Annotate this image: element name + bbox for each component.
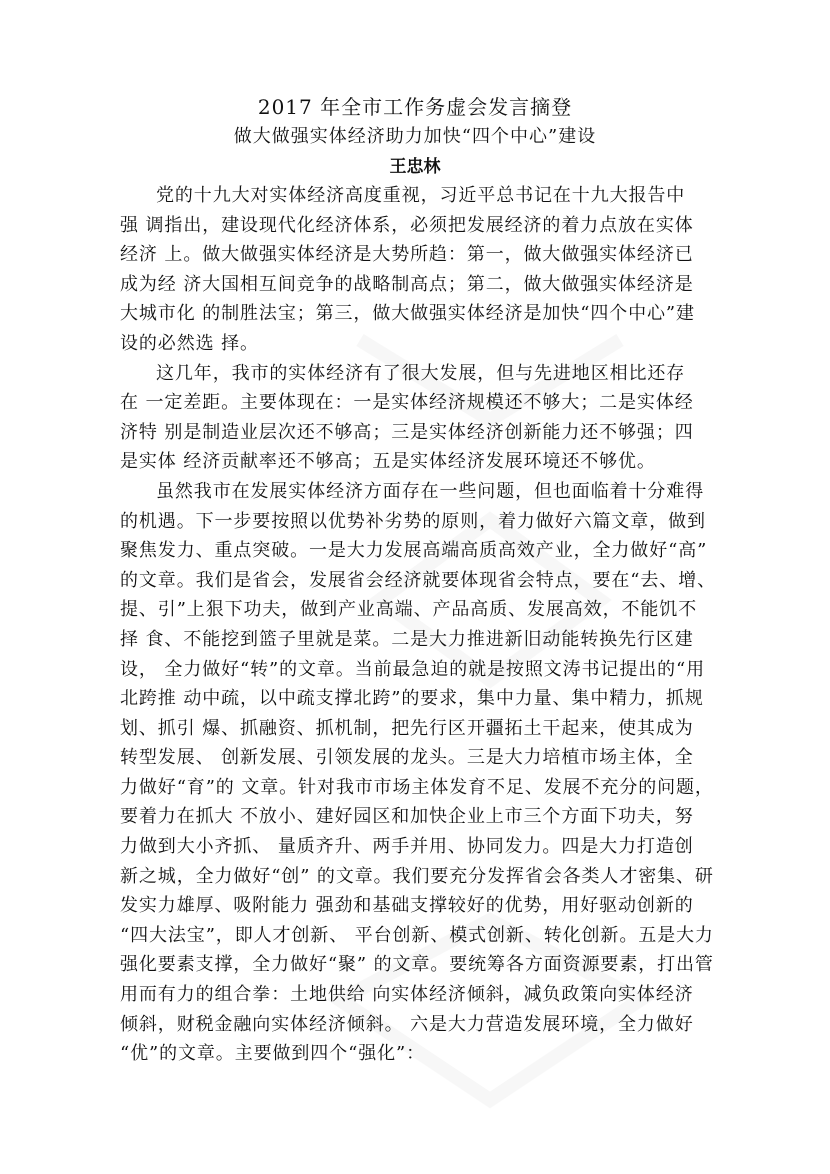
text-line: 大城市化 的制胜法宝；第三，做大做强实体经济是加快“四个中心”建 xyxy=(120,303,695,325)
text-line: 提、引”上狠下功夫，做到产业高端、产品高质、发展高效，不能饥不 xyxy=(120,599,698,621)
text-line: 党的十九大对实体经济高度重视，习近平总书记在十九大报告中 xyxy=(156,185,686,206)
text-line: 择 食、不能挖到篮子里就是菜。二是大力推进新旧动能转换先行区建 xyxy=(120,628,694,650)
text-line: 发实力雄厚、吸附能力 强劲和基础支撑较好的优势，用好驱动创新的 xyxy=(120,895,694,917)
document-author: 王忠林 xyxy=(389,157,441,177)
paragraph-3 xyxy=(120,477,740,1069)
document-title: 2017 年全市工作务虚会发言摘登 xyxy=(257,95,573,119)
text-line: 力做到大小齐抓、 量质齐升、两手并用、协同发力。四是大力打造创 xyxy=(120,836,694,858)
text-line: 划、抓引 爆、抓融资、抓机制，把先行区开疆拓土干起来，使其成为 xyxy=(120,717,694,739)
text-line: 成为经 济大国相互间竞争的战略制高点；第二，做大做强实体经济是 xyxy=(120,273,694,295)
text-line: 在 一定差距。主要体现在：一是实体经济规模还不够大；二是实体经 xyxy=(120,392,694,414)
text-line: “优”的文章。主要做到四个“强化”： xyxy=(120,1043,426,1065)
text-line: 设的必然选 择。 xyxy=(120,332,259,354)
text-line: “四大法宝”，即人才创新、 平台创新、模式创新、转化创新。五是大力 xyxy=(120,924,714,946)
document-header xyxy=(0,92,830,181)
text-line: 是实体 经济贡献率还不够高；五是实体经济发展环境还不够优。 xyxy=(120,451,656,473)
text-line: 用而有力的组合拳：土地供给 向实体经济倾斜，减负政策向实体经济 xyxy=(120,984,694,1006)
text-line: 强化要素支撑，全力做好“聚” 的文章。要统筹各方面资源要素，打出管 xyxy=(120,954,714,976)
text-line: 虽然我市在发展实体经济方面存在一些问题，但也面临着十分难得 xyxy=(156,480,705,502)
text-line: 的机遇。下一步要按照以优势补劣势的原则，着力做好六篇文章，做到 xyxy=(120,510,706,532)
text-line: 新之城，全力做好“创” 的文章。我们要充分发挥省会各类人才密集、研 xyxy=(120,865,714,887)
paragraph-2 xyxy=(120,359,740,477)
text-line: 力做好“育”的 文章。针对我市市场主体发育不足、发展不充分的问题， xyxy=(120,776,714,798)
paragraph-1 xyxy=(120,181,740,359)
text-line: 要着力在抓大 不放小、建好园区和加快企业上市三个方面下功夫，努 xyxy=(120,806,694,828)
text-line: 的文章。我们是省会，发展省会经济就要体现省会特点，要在“去、增、 xyxy=(120,569,716,591)
text-line: 北跨推 动中疏，以中疏支撑北跨”的要求，集中力量、集中精力，抓规 xyxy=(120,688,704,710)
text-line: 倾斜，财税金融向实体经济倾斜。 六是大力营造发展环境，全力做好 xyxy=(120,1013,694,1035)
text-line: 转型发展、 创新发展、引领发展的龙头。三是大力培植市场主体，全 xyxy=(120,747,694,769)
document-body xyxy=(120,181,740,1069)
text-line: 这几年，我市的实体经济有了很大发展，但与先进地区相比还存 xyxy=(156,362,686,384)
text-line: 经济 上。做大做强实体经济是大势所趋：第一，做大做强实体经济已 xyxy=(120,244,694,266)
text-line: 聚焦发力、重点突破。一是大力发展高端高质高效产业，全力做好“高” xyxy=(120,540,708,562)
text-line: 设， 全力做好“转”的文章。当前最急迫的就是按照文涛书记提出的“用 xyxy=(120,658,706,680)
document-subtitle: 做大做强实体经济助力加快“四个中心”建设 xyxy=(233,126,597,147)
text-line: 强 调指出，建设现代化经济体系，必须把发展经济的着力点放在实体 xyxy=(120,214,694,236)
text-line: 济特 别是制造业层次还不够高；三是实体经济创新能力还不够强；四 xyxy=(120,421,694,443)
